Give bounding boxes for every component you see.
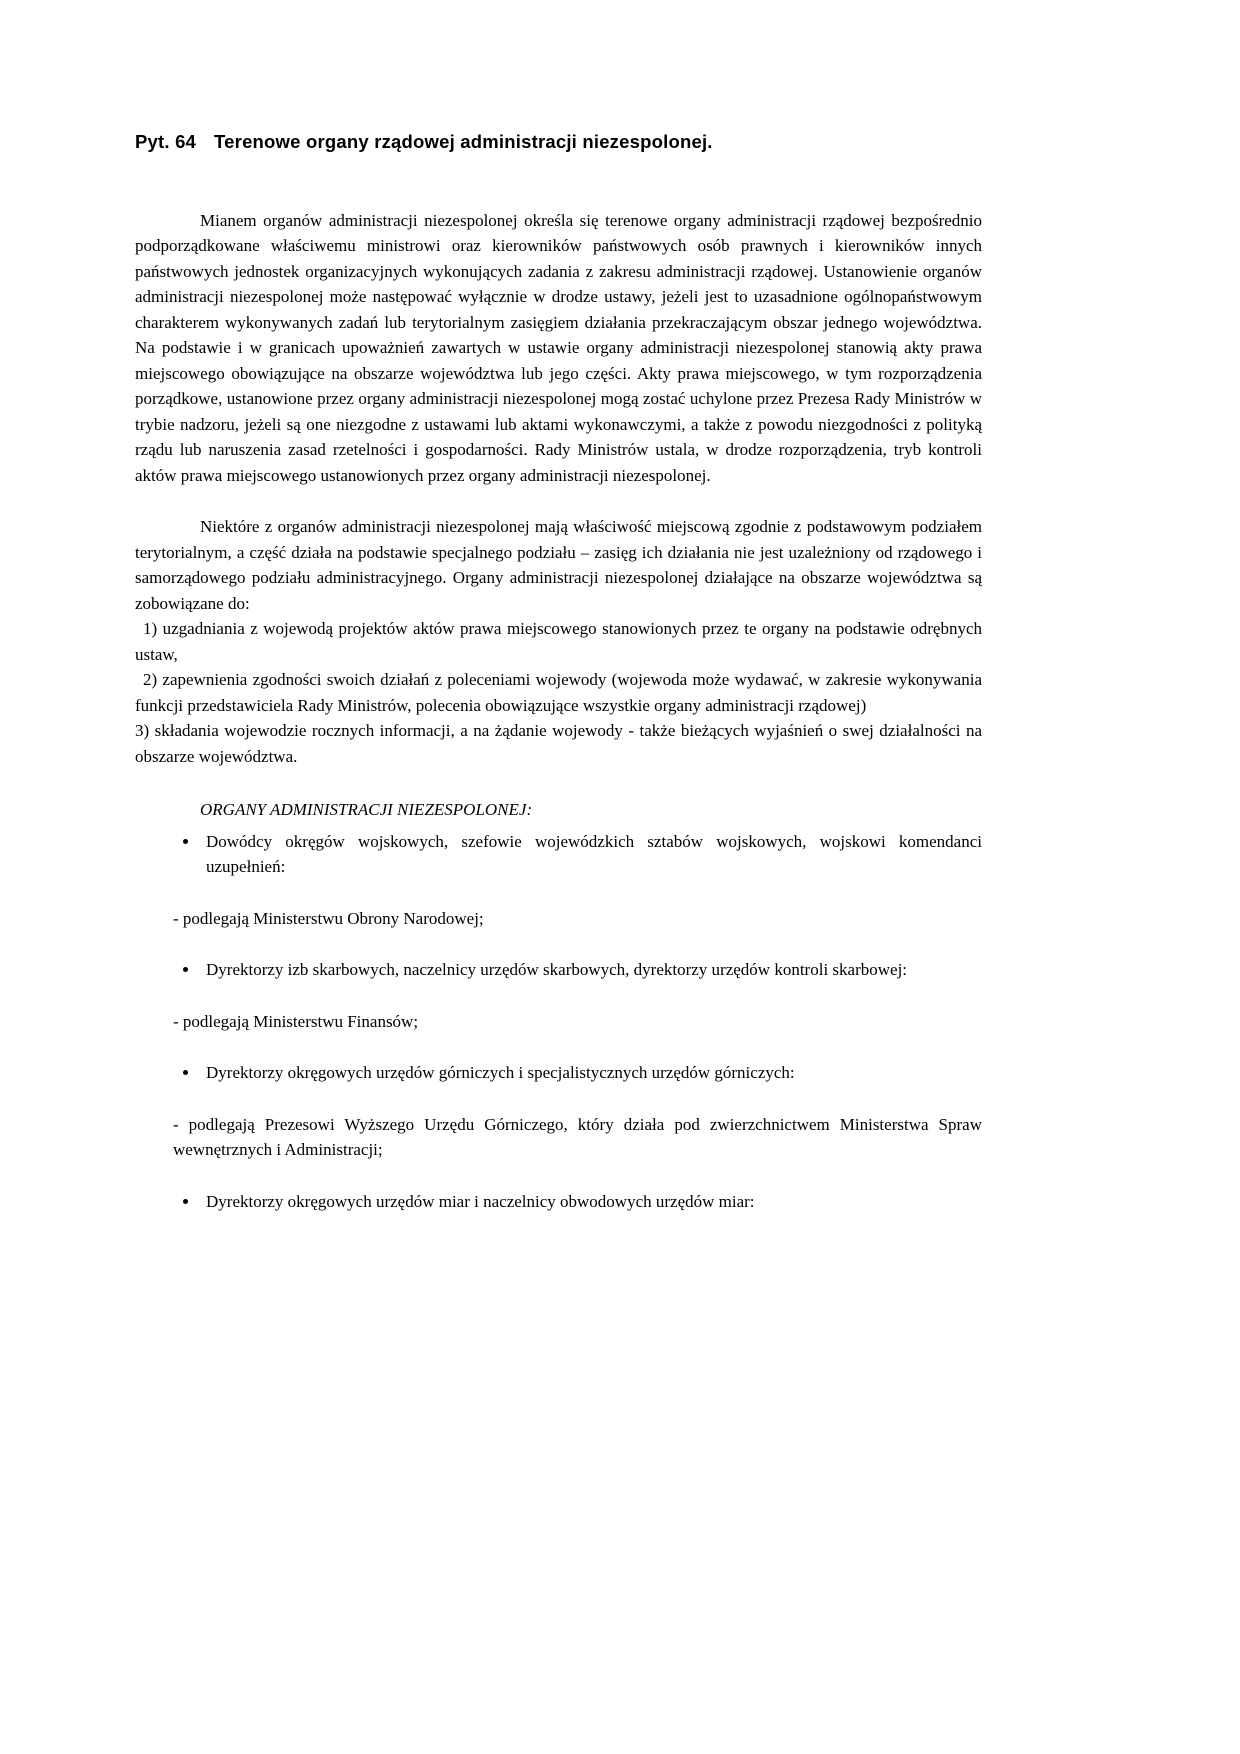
organ-subordination-finance: - podlegają Ministerstwu Finansów;	[173, 1011, 419, 1031]
organ-bullet-military: • Dowódcy okręgów wojskowych, szefowie wojewódzkich sztabów wojskowych, wojskowi komendanci uzupełnień:	[200, 829, 982, 880]
organ-bullet-mining: • Dyrektorzy okręgowych urzędów górniczych i specjalistycznych urzędów górniczych:	[200, 1060, 982, 1086]
organ-bullet-tax: • Dyrektorzy izb skarbowych, naczelnicy urzędów skarbowych, dyrektorzy urzędów kontroli skarbowej:	[200, 957, 982, 983]
question-number: Pyt. 64	[135, 131, 197, 152]
paragraph-territorial-scope: Niektóre z organów administracji niezespolonej mają właściwość miejscową zgodnie z podstawowym podziałem terytorialnym, a część działa na podstawie specjalnego podziału – zasięg ich działania nie jest uzależniony od rządowego i samorządowego podziału administracyjnego. Organy administracji niezespolonej działające na obszarze województwa są zobowiązane do:	[135, 517, 982, 613]
question-title-text: Terenowe organy rządowej administracji niezespolonej.	[214, 131, 713, 152]
organ-subordination-mining: - podlegają Prezesowi Wyższego Urzędu Górniczego, który działa pod zwierzchnictwem Ministerstwa Spraw wewnętrznych i Administracji;	[173, 1114, 982, 1160]
organ-bullet-list	[135, 1060, 982, 1086]
obligation-item-3: 3) składania wojewodzie rocznych informacji, a na żądanie wojewody - także bieżących wyjaśnień o swej działalności na obszarze województwa.	[135, 721, 982, 766]
organs-section-heading: ORGANY ADMINISTRACJI NIEZESPOLONEJ:	[200, 800, 533, 820]
organ-bullet-list	[135, 829, 982, 880]
organ-bullet-list	[135, 1189, 982, 1215]
page-title	[135, 128, 982, 156]
organ-subordination-defence: - podlegają Ministerstwu Obrony Narodowej;	[173, 908, 484, 928]
obligation-item-2: 2) zapewnienia zgodności swoich działań z poleceniami wojewody (wojewoda może wydawać, w zakresie wykonywania funkcji przedstawiciela Rady Ministrów, polecenia obowiązujące wszystkie organy administracji rządowej)	[135, 670, 982, 715]
obligation-item-1: 1) uzgadniania z wojewodą projektów aktów prawa miejscowego stanowionych przez te organy na podstawie odrębnych ustaw,	[135, 619, 982, 664]
organ-bullet-list	[135, 957, 982, 983]
paragraph-definition: Mianem organów administracji niezespolonej określa się terenowe organy administracji rządowej bezpośrednio podporządkowane właściwemu ministrowi oraz kierowników państwowych osób prawnych i kierowników innych państwowych jednostek organizacyjnych wykonujących zadania z zakresu administracji rządowej. Ustanowienie organów administracji niezespolonej może następować wyłącznie w drodze ustawy, jeżeli jest to uzasadnione ogólnopaństwowym charakterem wykonywanych zadań lub terytorialnym zasięgiem działania przekraczającym obszar jednego województwa. Na podstawie i w granicach upoważnień zawartych w ustawie organy administracji niezespolonej stanowią akty prawa miejscowego obowiązujące na obszarze województwa lub jego części. Akty prawa miejscowego, w tym rozporządzenia porządkowe, ustanowione przez organy administracji niezespolonej mogą zostać uchylone przez Prezesa Rady Ministrów w trybie nadzoru, jeżeli są one niezgodne z ustawami lub aktami wykonawczymi, a także z powodu niezgodności z polityką rządu lub naruszenia zasad rzetelności i gospodarności. Rady Ministrów ustala, w drodze rozporządzenia, tryb kontroli aktów prawa miejscowego ustanowionych przez organy administracji niezespolonej.	[135, 210, 982, 485]
organ-bullet-measures: • Dyrektorzy okręgowych urzędów miar i naczelnicy obwodowych urzędów miar:	[200, 1189, 982, 1215]
